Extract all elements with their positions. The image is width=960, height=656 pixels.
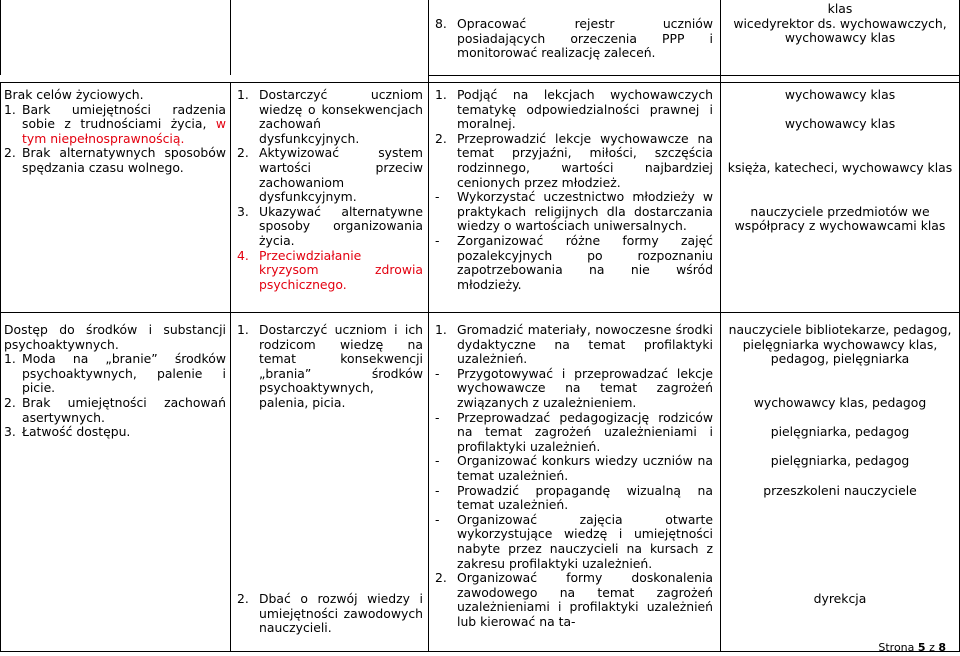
task-subitem: - Organizować zajęcia otwarte wykorzystujące wiedzę i umiejętności nabyte przez nauczycieli na kursach z zakresu profilaktyki uzależnień.	[435, 513, 713, 571]
goal-item: 3. Ukazywać alternatywne sposoby organizowania życia.	[237, 203, 423, 248]
problem-title: Dostęp do środków i substancji psychoaktywnych.	[4, 322, 226, 352]
goal-item: 4. Przeciwdziałanie kryzysom zdrowia psychicznego.	[237, 247, 423, 292]
problem-item: 3. Łatwość dostępu.	[4, 424, 131, 440]
problem-item: 2. Brak alternatywnych sposobów spędzania czasu wolnego.	[4, 145, 226, 175]
task-item: 2. Organizować formy doskonalenia zawodowego na temat zagrożeń uzależnieniami i profilaktyki uzależnień lub kierować na ta-	[435, 570, 713, 629]
task-item-8: 8. Opracować rejestr uczniów posiadających orzeczenia PPP i monitorować realizację zaleceń.	[435, 16, 713, 61]
goal-item: 2. Aktywizować system wartości przeciw zachowaniom dysfunkcyjnym.	[237, 145, 423, 205]
row-divider	[0, 82, 960, 83]
task-item: 2. Przeprowadzić lekcje wychowawcze na temat przyjaźni, miłości, szczęścia rodzinnego, wartości najbardziej cenionych przez młodzież. - Wykorzystać uczestnictwo młodzieży w praktykach religijnych dla dostarczania wiedzy o wartościach uniwersalnych. - Zorganizować różne formy zajęć pozalekcyjnych po rozpoznaniu zapotrzebowania na nie wśród młodzieży.	[435, 132, 713, 293]
responsible-cell: klas wicedyrektor ds. wychowawczych, wychowawcy klas	[733, 1, 947, 46]
problem-cell	[4, 323, 226, 440]
column-divider	[428, 0, 429, 652]
table-border-left	[0, 82, 1, 652]
responsible-cell: dyrekcja	[813, 591, 867, 606]
tasks-cell	[435, 88, 713, 292]
task-item: 1. Podjąć na lekcjach wychowawczych tematykę odpowiedzialności prawnej i moralnej.	[435, 87, 713, 132]
problem-item: 1. Moda na „branie” środków psychoaktywnych, palenie i picie.	[4, 351, 226, 396]
page-footer: Strona 5 z 8	[878, 641, 946, 654]
goal-item: 1. Dostarczyć uczniom i ich rodzicom wiedzę na temat konsekwencji „brania” środków psychoaktywnych, palenia, picia.	[237, 322, 423, 410]
goal-item: 1. Dostarczyć uczniom wiedzę o konsekwencjach zachowań dysfunkcyjnych.	[237, 87, 423, 146]
task-item: 1. Gromadzić materiały, nowoczesne środki dydaktyczne na temat profilaktyki uzależnień. - Przygotowywać i przeprowadzać lekcje wychowawcze na temat zagrożeń związanych z uzależnieniem. - Przeprowadzać pedagogizację rodziców na temat zagrożeń uzależnieniami i profilaktyki uzależnień. - Organizować konkurs wiedzy uczniów na temat uzależnień. - Prowadzić propagandę wizualną na temat uzależnień. - Organizować zajęcia otwarte wykorzystujące wiedzę i umiejętności nabyte przez nauczycieli na kursach z zakresu profilaktyki uzależnień.	[435, 323, 713, 571]
problem-item: 2. Brak umiejętności zachowań asertywnych.	[4, 394, 226, 425]
goals-cell	[237, 592, 423, 636]
task-subitem: - Zorganizować różne formy zajęć pozalekcyjnych po rozpoznaniu zapotrzebowania na nie wśród młodzieży.	[435, 234, 713, 292]
column-divider	[230, 82, 231, 652]
goals-cell	[237, 88, 423, 292]
row-divider	[428, 75, 960, 76]
problem-cell	[4, 88, 226, 176]
goals-cell	[237, 323, 423, 411]
task-subitem: - Wykorzystać uczestnictwo młodzieży w praktykach religijnych dla dostarczania wiedzy o wartościach uniwersalnych.	[435, 190, 713, 234]
goal-item: 2. Dbać o rozwój wiedzy i umiejętności zawodowych nauczycieli.	[237, 591, 423, 636]
task-subitem: - Organizować konkurs wiedzy uczniów na temat uzależnień.	[435, 454, 713, 483]
column-divider	[230, 0, 231, 75]
row-divider	[0, 312, 960, 313]
column-divider	[720, 0, 721, 652]
problem-item: 1. Bark umiejętności radzenia sobie z trudnościami życia, w tym niepełnosprawnością.	[4, 101, 226, 146]
problem-title: Brak celów życiowych.	[4, 87, 144, 102]
task-subitem: - Prowadzić propagandę wizualną na temat uzależnień.	[435, 484, 713, 513]
tasks-cell	[435, 323, 713, 629]
responsible-cell: wychowawcy klas wychowawcy klas księża, katecheci, wychowawcy klas nauczyciele przedmiotów we współpracy z wychowawcami klas	[727, 87, 953, 234]
task-subitem: - Przygotowywać i przeprowadzać lekcje wychowawcze na temat zagrożeń związanych z uzależnieniem.	[435, 367, 713, 411]
table-border-left-top	[0, 0, 1, 75]
responsible-cell: nauczyciele bibliotekarze, pedagog, pielęgniarka wychowawcy klas, pedagog, pielęgniarka wychowawcy klas, pedagog pielęgniarka, pedagog pielęgniarka, pedagog przeszkoleni nauczyciele	[728, 322, 952, 498]
row-divider	[0, 651, 960, 652]
task-subitem: - Przeprowadzać pedagogizację rodziców na temat zagrożeń uzależnieniami i profilaktyki uzależnień.	[435, 411, 713, 455]
